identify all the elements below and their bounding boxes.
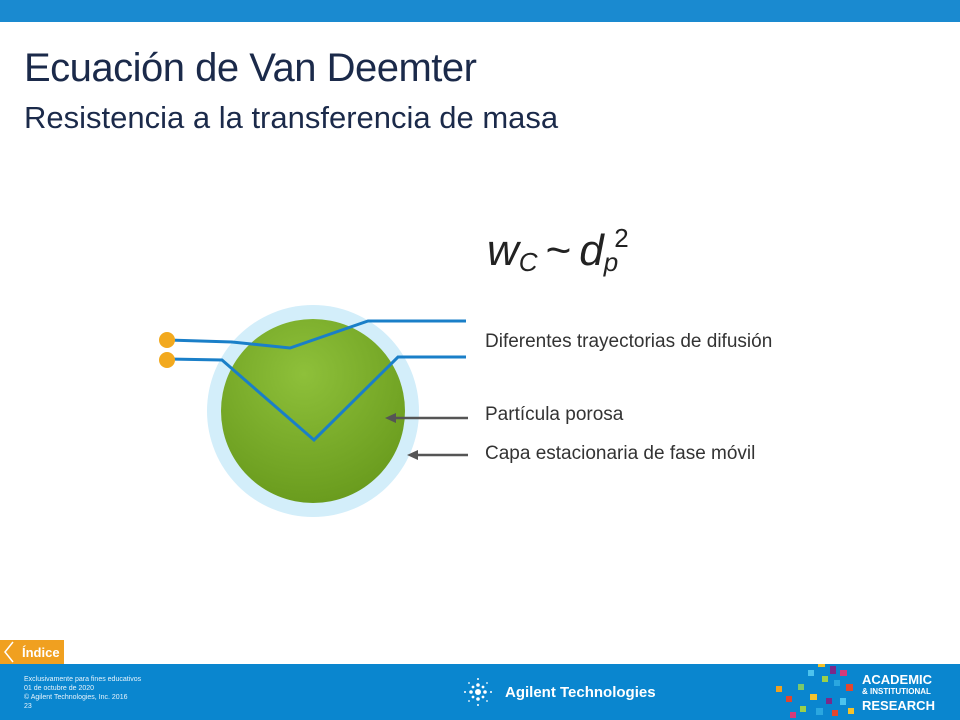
- particle-diagram: [150, 300, 480, 530]
- porous-particle: [221, 319, 405, 503]
- footer-note-date: 01 de octubre de 2020: [24, 685, 95, 692]
- academic-line-2: & INSTITUTIONAL: [862, 687, 931, 696]
- footer-bar: [0, 664, 960, 720]
- academic-line-1: ACADEMIC: [862, 672, 933, 687]
- brand-name: Agilent Technologies: [505, 684, 656, 701]
- header-bar: [0, 0, 960, 22]
- formula-tilde: ~: [545, 226, 572, 275]
- footer-note-copyright: © Agilent Technologies, Inc. 2016: [24, 694, 128, 701]
- formula-d-subscript: p: [603, 247, 619, 277]
- path-start-dot-1: [159, 332, 175, 348]
- formula-w: w: [487, 226, 519, 275]
- label-stationary-layer: Capa estacionaria de fase móvil: [485, 443, 756, 464]
- footer-note-educational: Exclusivamente para fines educativos: [24, 676, 142, 683]
- agilent-spark-logo: [458, 674, 498, 710]
- page-number: 23: [24, 703, 32, 710]
- chevron-left-icon: [2, 640, 16, 664]
- path-start-dot-2: [159, 352, 175, 368]
- formula-d-superscript: 2: [614, 223, 629, 253]
- slide-title: Ecuación de Van Deemter: [24, 46, 477, 90]
- index-label: Índice: [22, 645, 60, 660]
- academic-line-3: RESEARCH: [862, 698, 935, 713]
- slide-subtitle: Resistencia a la transferencia de masa: [24, 100, 559, 135]
- formula: [487, 223, 629, 277]
- label-porous-particle: Partícula porosa: [485, 404, 624, 425]
- academic-mosaic-graphic: [770, 664, 860, 720]
- index-button[interactable]: [0, 640, 64, 664]
- formula-w-subscript: C: [518, 247, 538, 277]
- formula-d: d: [579, 226, 604, 275]
- label-diffusion-paths: Diferentes trayectorias de difusión: [485, 331, 773, 352]
